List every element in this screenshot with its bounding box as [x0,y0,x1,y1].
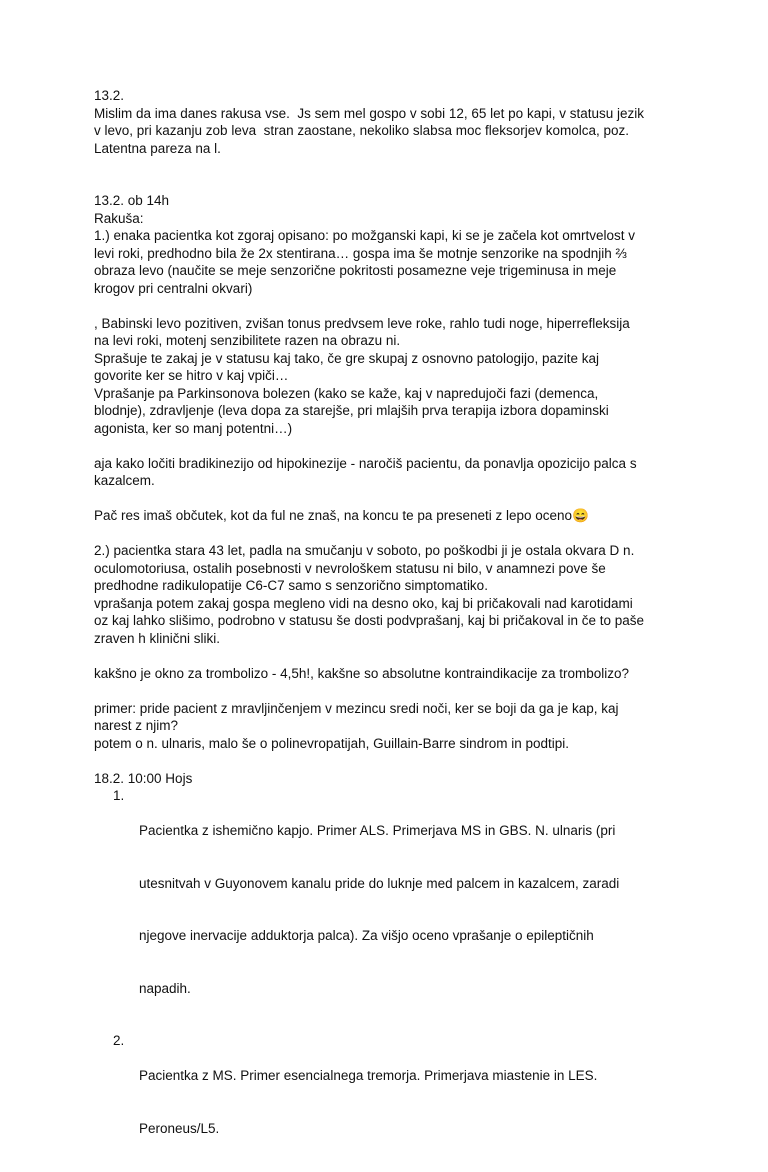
text-line: Mislim da ima danes rakusa vse. Js sem mel gospo v sobi 12, 65 let po kapi, v statusu jezik [94,105,694,123]
text-line: njegove inervacije adduktorja palca). Za višjo oceno vprašanje o epileptičnih [139,927,694,945]
text-line: Vprašanje pa Parkinsonova bolezen (kako se kaže, kaj v napredujoči fazi (demenca, [94,385,694,403]
paragraph-babinski [94,315,694,438]
text-line: agonista, ker so manj potentni…) [94,420,694,438]
entry-13-2-intro [94,87,694,157]
paragraph-case-2 [94,542,694,647]
text-line: narest z njim? [94,717,694,735]
date-heading: 13.2. ob 14h [94,192,694,210]
text-line: Pač res imaš občutek, kot da ful ne znaš, na koncu te pa preseneti z lepo oceno😄 [94,507,694,525]
text-line: Sprašuje te zakaj je v statusu kaj tako, če gre skupaj z osnovno patologijo, pazite kaj [94,350,694,368]
text-line: , Babinski levo pozitiven, zvišan tonus predvsem leve roke, rahlo tudi noge, hiperrefleksija [94,315,694,333]
entry-13-2-14h [94,192,694,297]
text-line: kakšno je okno za trombolizo - 4,5h!, kakšne so absolutne kontraindikacije za trombolizo? [94,665,694,683]
date-heading: 18.2. 10:00 Hojs [94,770,694,788]
text-line: zraven h klinični sliki. [94,630,694,648]
list-number: 1. [94,787,139,1032]
text-line: utesnitvah v Guyonovem kanalu pride do luknje med palcem in kazalcem, zaradi [139,875,694,893]
text-line: primer: pride pacient z mravljinčenjem v mezincu sredi noči, ker se boji da ga je kap, kaj [94,700,694,718]
text-line: vprašanja potem zakaj gospa megleno vidi na desno oko, kaj bi pričakovali nad karotidami [94,595,694,613]
text-line: Peroneus/L5. [139,1120,694,1138]
text-line: kazalcem. [94,472,694,490]
text-line: oz kaj lahko slišimo, podrobno v statusu še dosti podvprašanj, kaj bi pričakoval in če to paše [94,612,694,630]
text-line: potem o n. ulnaris, malo še o polinevropatijah, Guillain-Barre sindrom in podtipi. [94,735,694,753]
numbered-list [94,787,694,1172]
text-line: aja kako ločiti bradikinezijo od hipokinezije - naročiš pacientu, da ponavlja opozicijo palca s [94,455,694,473]
document-body [94,87,694,1172]
list-item-text [139,1032,694,1172]
paragraph-tromboliza [94,665,694,683]
paragraph-bradikinezija [94,455,694,490]
text-line: obraza levo (naučite se meje senzorične pokritosti posamezne veje trigeminusa in meje [94,262,694,280]
text-line: govorite ker se hitro v kaj vpiči… [94,367,694,385]
paragraph-ulnaris [94,700,694,753]
paragraph-impression [94,507,694,525]
text-line: 1.) enaka pacientka kot zgoraj opisano: po možganski kapi, ki se je začela kot omrtvelost v [94,227,694,245]
text-line: v levo, pri kazanju zob leva stran zaostane, nekoliko slabsa moc fleksorjev komolca, poz. [94,122,694,140]
list-item [94,787,694,1032]
text-line: levi roki, predhodno bila že 2x stentirana… gospa ima še motnje senzorike na spodnjih ⅔ [94,245,694,263]
list-item-text [139,787,694,1032]
text-line: blodnje), zdravljenje (leva dopa za starejše, pri mlajših prva terapija izbora dopaminski [94,402,694,420]
text-line: krogov pri centralni okvari) [94,280,694,298]
examiner-name: Rakuša: [94,210,694,228]
text-line: 2.) pacientka stara 43 let, padla na smučanju v soboto, po poškodbi ji je ostala okvara D n. [94,542,694,560]
entry-18-2-hojs [94,770,694,1172]
text-line: predhodne radikulopatije C6-C7 samo s senzorično simptomatiko. [94,577,694,595]
text-line: oculomotoriusa, ostalih posebnosti v nevrološkem statusu ni bilo, v anamnezi pove še [94,560,694,578]
text-line: Pacientka z MS. Primer esencialnega tremorja. Primerjava miastenie in LES. [139,1067,694,1085]
list-number: 2. [94,1032,139,1172]
list-item [94,1032,694,1172]
text-line: Latentna pareza na l. [94,140,694,158]
text-line: napadih. [139,980,694,998]
date-heading: 13.2. [94,87,694,105]
text-line: Pacientka z ishemično kapjo. Primer ALS. Primerjava MS in GBS. N. ulnaris (pri [139,822,694,840]
text-line: na levi roki, motenj senzibilitete razen na obrazu ni. [94,332,694,350]
